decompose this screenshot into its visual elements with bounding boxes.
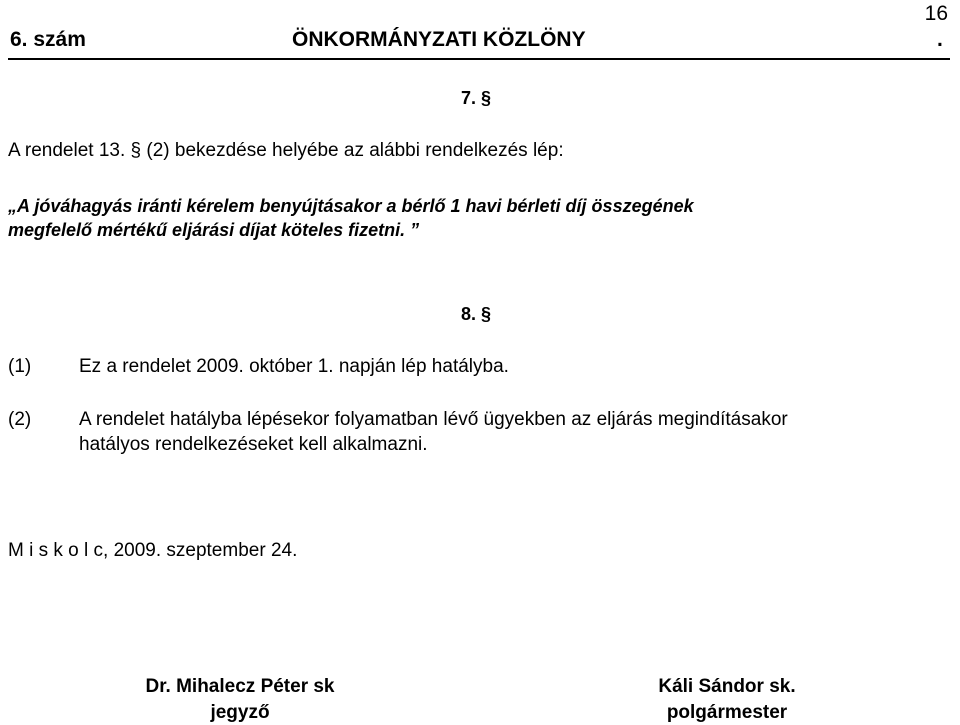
signature-role-notary: jegyző [210, 702, 270, 723]
header-rule [8, 58, 950, 60]
item-1-text: Ez a rendelet 2009. október 1. napján lép hatályba. [79, 356, 509, 377]
place-date: M i s k o l c, 2009. szeptember 24. [8, 540, 298, 561]
signature-role-mayor: polgármester [666, 702, 788, 723]
item-2-number: (2) [8, 409, 32, 430]
item-2-line-1: A rendelet hatályba lépésekor folyamatban lévő ügyekben az eljárás megindításakor [79, 409, 788, 430]
section-7-heading: 7. § [461, 88, 492, 108]
section-7-intro: A rendelet 13. § (2) bekezdése helyébe az alábbi rendelkezés lép: [8, 140, 564, 161]
publication-title: ÖNKORMÁNYZATI KÖZLÖNY [292, 28, 586, 51]
header-dot: . [937, 28, 943, 51]
item-1-number: (1) [8, 356, 32, 377]
item-2-line-2: hatályos rendelkezéseket kell alkalmazni. [79, 434, 428, 455]
issue-number: 6. szám [10, 28, 86, 51]
quote-line-2: megfelelő mértékű eljárási díjat köteles fizetni. ” [8, 220, 420, 240]
signature-name-mayor: Káli Sándor sk. [658, 676, 796, 697]
page-number: 16 [924, 2, 948, 25]
signature-name-notary: Dr. Mihalecz Péter sk [145, 676, 335, 697]
quote-line-1: „A jóváhagyás iránti kérelem benyújtásakor a bérlő 1 havi bérleti díj összegének [8, 196, 694, 216]
section-8-heading: 8. § [461, 304, 492, 324]
